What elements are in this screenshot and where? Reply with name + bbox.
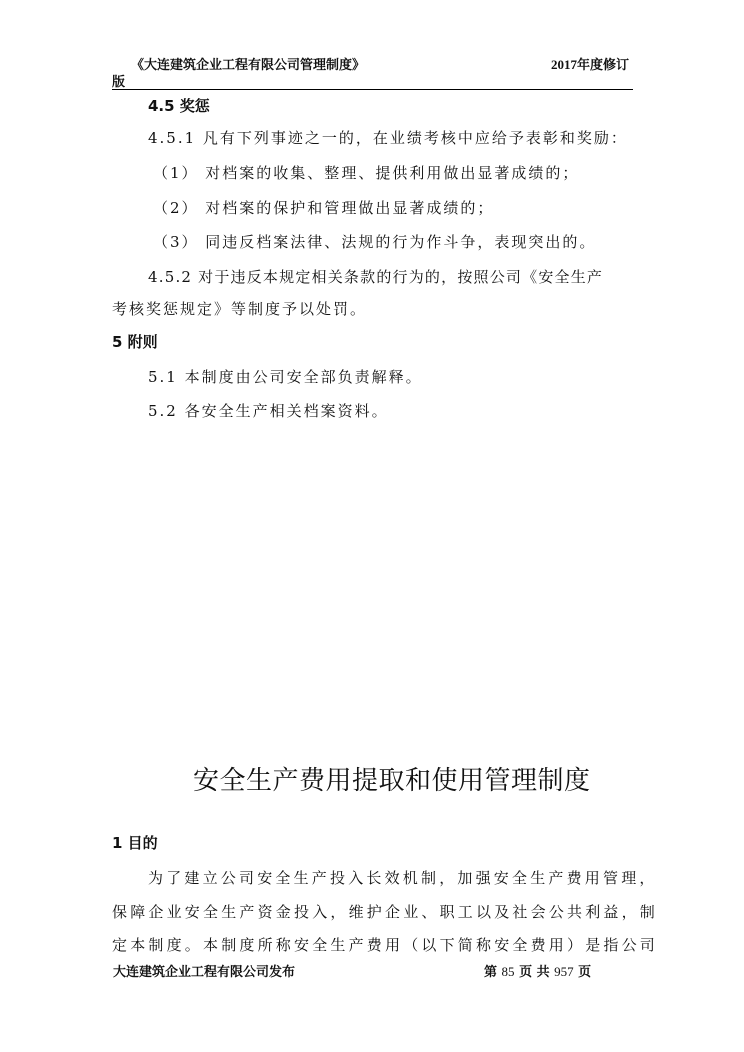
list-item-1: （1） 对档案的收集、整理、提供利用做出显著成绩的； [153, 164, 580, 182]
paragraph-1-line3: 定本制度。本制度所称安全生产费用（以下简称安全费用）是指公司 [112, 936, 659, 954]
paragraph-4-5-2-line2: 考核奖惩规定》等制度予以处罚。 [112, 300, 368, 318]
paragraph-1-line2: 保障企业安全生产资金投入，维护企业、职工以及社会公共利益，制 [112, 903, 659, 921]
section-heading-5: 5 附则 [112, 333, 158, 351]
list-item-3: （3） 同违反档案法律、法规的行为作斗争，表现突出的。 [153, 233, 597, 251]
footer-page-number: 85 [501, 964, 515, 979]
header-edition-wrap: 版 [112, 75, 126, 90]
header-rule [112, 89, 633, 90]
document-title: 安全生产费用提取和使用管理制度 [193, 766, 591, 796]
header-edition: 2017年度修订 [551, 57, 630, 72]
footer-publisher: 大连建筑企业工程有限公司发布 [113, 965, 296, 980]
footer-page-suffix: 页 [578, 965, 592, 980]
section-heading-1: 1 目的 [112, 834, 158, 852]
paragraph-4-5-2-line1: 4.5.2 对于违反本规定相关条款的行为的，按照公司《安全生产 [148, 268, 604, 286]
section-heading-4-5: 4.5 奖惩 [148, 97, 210, 115]
paragraph-1-line1: 为了建立公司安全生产投入长效机制，加强安全生产费用管理， [148, 869, 658, 887]
paragraph-5-2: 5.2 各安全生产相关档案资料。 [148, 402, 389, 420]
header-title: 《大连建筑企业工程有限公司管理制度》 [131, 58, 366, 73]
paragraph-5-1: 5.1 本制度由公司安全部负责解释。 [148, 368, 423, 386]
list-item-2: （2） 对档案的保护和管理做出显著成绩的； [153, 199, 495, 217]
paragraph-4-5-1: 4.5.1 凡有下列事迹之一的，在业绩考核中应给予表彰和奖励： [148, 129, 628, 147]
footer-page-total: 957 [554, 964, 574, 979]
footer-page-info [484, 961, 591, 980]
footer-page-prefix: 第 [484, 965, 498, 980]
footer-page-middle: 页 共 [519, 965, 550, 980]
